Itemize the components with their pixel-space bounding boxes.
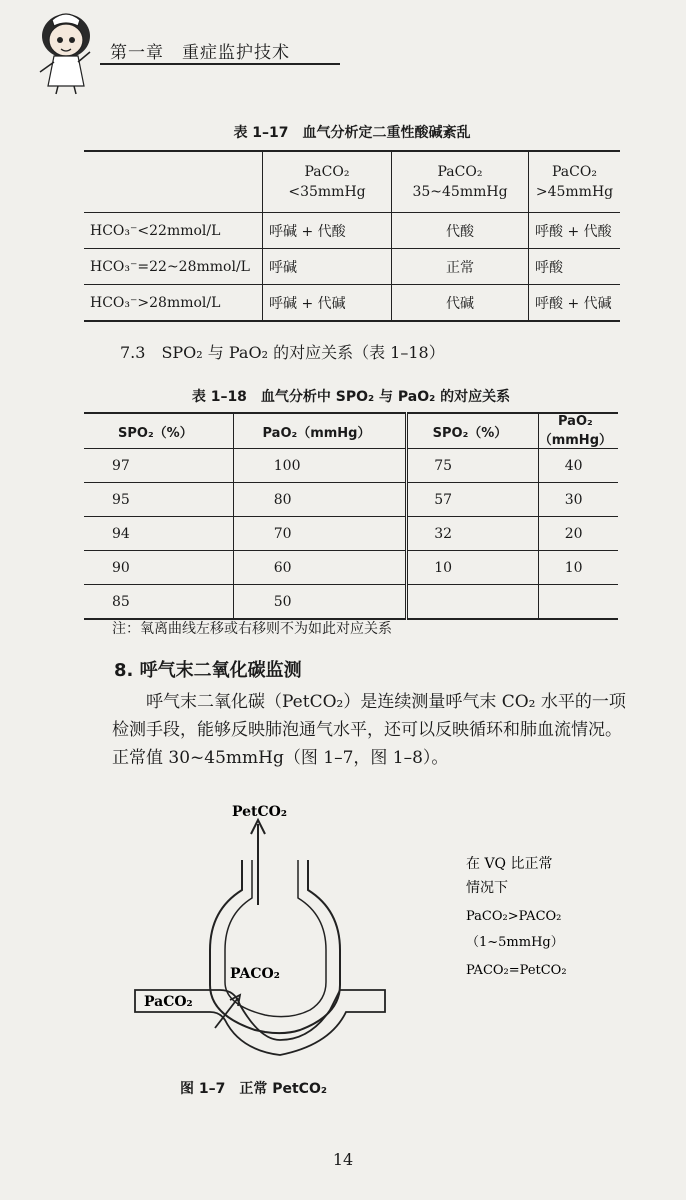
table-header-cell — [84, 151, 263, 213]
side-note-line5: PACO₂=PetCO₂ — [466, 963, 567, 978]
nurse-mascot-icon — [28, 6, 106, 96]
table-cell: 57 — [407, 483, 538, 517]
table-cell: 呼碱 + 代酸 — [263, 213, 392, 249]
table-header-cell: PaCO₂ <35mmHg — [263, 151, 392, 213]
table-row — [84, 213, 620, 249]
table-header-cell: PaO₂（mmHg） — [233, 413, 406, 449]
table-cell: 60 — [233, 551, 406, 585]
table-header-cell: SPO₂（%） — [84, 413, 233, 449]
table-cell: 32 — [407, 517, 538, 551]
table-cell: 正常 — [392, 249, 529, 285]
table-row — [84, 249, 620, 285]
table-1-17 — [84, 150, 620, 322]
table-cell: 30 — [538, 483, 618, 517]
label-paco2-arterial: PaCO₂ — [144, 994, 193, 1010]
section-7-3-title: 7.3 SPO₂ 与 PaO₂ 的对应关系（表 1–18） — [120, 343, 445, 362]
header-rule — [100, 63, 340, 65]
table-row — [84, 551, 618, 585]
table-cell: HCO₃⁻>28mmol/L — [84, 285, 263, 322]
table-header-cell: SPO₂（%） — [407, 413, 538, 449]
section-8-heading: 8. 呼气末二氧化碳监测 — [114, 660, 302, 681]
table-cell — [407, 585, 538, 620]
table-cell: 呼酸 + 代碱 — [529, 285, 621, 322]
table-cell — [538, 585, 618, 620]
table-header-cell: PaCO₂ 35~45mmHg — [392, 151, 529, 213]
table-cell: 90 — [84, 551, 233, 585]
table-cell: 95 — [84, 483, 233, 517]
table-cell: 70 — [233, 517, 406, 551]
table-row — [84, 517, 618, 551]
table-cell: 94 — [84, 517, 233, 551]
table-cell: HCO₃⁻<22mmol/L — [84, 213, 263, 249]
table-cell: 呼酸 — [529, 249, 621, 285]
side-note-line3: PaCO₂>PACO₂ — [466, 909, 562, 924]
table-cell: 代酸 — [392, 213, 529, 249]
label-petco2: PetCO₂ — [232, 804, 287, 820]
table-row — [84, 585, 618, 620]
table-1-17-caption: 表 1–17 血气分析定二重性酸碱紊乱 — [233, 125, 471, 141]
table-cell: 85 — [84, 585, 233, 620]
table-row — [84, 285, 620, 322]
table-cell: 代碱 — [392, 285, 529, 322]
table-header-cell: PaO₂（mmHg） — [538, 413, 618, 449]
figure-1-7-diagram — [130, 800, 567, 1060]
table-cell: 20 — [538, 517, 618, 551]
table-row — [84, 483, 618, 517]
label-paco2-alveolar: PACO₂ — [230, 966, 280, 982]
table-1-18 — [84, 412, 618, 620]
table-cell: 50 — [233, 585, 406, 620]
section-8-paragraph: 呼气末二氧化碳（PetCO₂）是连续测量呼气末 CO₂ 水平的一项检测手段，能够反映肺泡通气水平，还可以反映循环和肺血流情况。正常值 30~45mmHg（图 1–7，图 1–8）。 — [112, 692, 626, 768]
table-cell: 40 — [538, 449, 618, 483]
figure-1-7-caption: 图 1–7 正常 PetCO₂ — [180, 1081, 327, 1097]
side-note-line2: 情况下 — [466, 880, 508, 896]
table-cell: 呼碱 — [263, 249, 392, 285]
side-note-line1: 在 VQ 比正常 — [466, 856, 553, 872]
side-note-line4: （1~5mmHg） — [466, 935, 564, 950]
table-1-18-note: 注：氧离曲线左移或右移则不为如此对应关系 — [112, 621, 392, 637]
table-cell: 10 — [538, 551, 618, 585]
table-cell: 呼酸 + 代酸 — [529, 213, 621, 249]
table-cell: HCO₃⁻=22~28mmol/L — [84, 249, 263, 285]
table-cell: 呼碱 + 代碱 — [263, 285, 392, 322]
table-cell: 10 — [407, 551, 538, 585]
table-row — [84, 449, 618, 483]
table-1-18-caption: 表 1–18 血气分析中 SPO₂ 与 PaO₂ 的对应关系 — [191, 389, 511, 405]
table-cell: 97 — [84, 449, 233, 483]
page-number: 14 — [332, 1150, 354, 1169]
table-cell: 75 — [407, 449, 538, 483]
table-cell: 100 — [233, 449, 406, 483]
table-cell: 80 — [233, 483, 406, 517]
chapter-header: 第一章 重症监护技术 — [110, 43, 290, 63]
table-header-cell: PaCO₂ >45mmHg — [529, 151, 621, 213]
